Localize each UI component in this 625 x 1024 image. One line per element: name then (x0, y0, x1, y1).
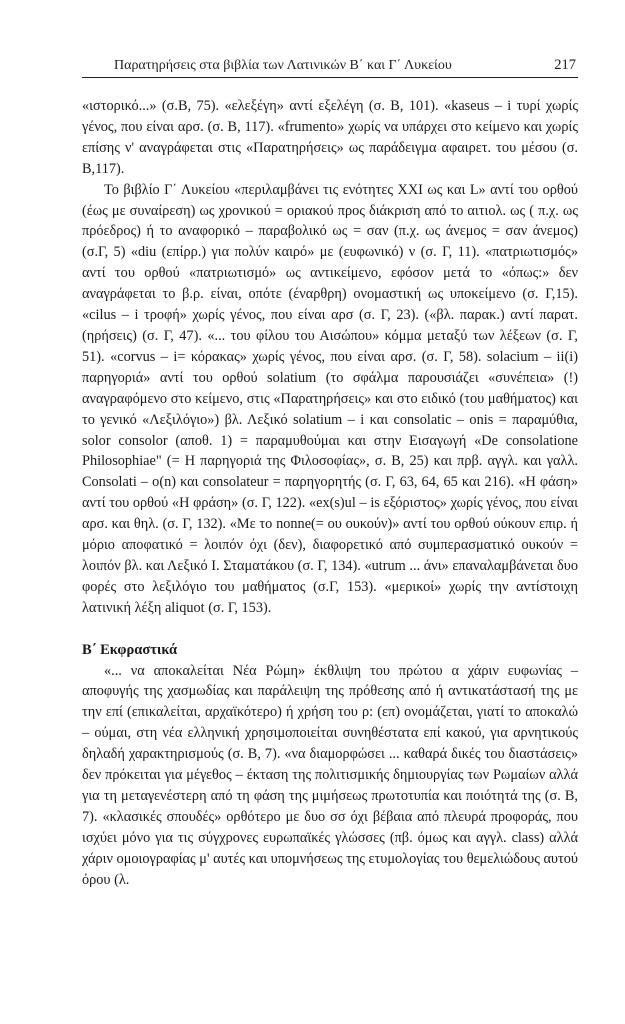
paragraph-book-c: Το βιβλίο Γ΄ Λυκείου «περιλαμβάνει τις ενότητες XXI ως και L» αντί του ορθού (έως με συναίρεση) ως χρονικού = οριακού προς διάκριση από το αιτιολ. ως ( π.χ. ως πρόεδρος) ή το αναφορικό – παραβολικό ως = σαν (π.χ. ως άνεμος = σαν άνεμος) (σ.Γ, 5) «diu (επίρρ.) για πολύν καιρό» με (ευφωνικό) ν (σ. Γ, 11). «πατριωτισμός» αντί του ορθού «πατριωτισμό» ως αντικείμενο, εφόσον μετά το «όπως:» δεν αναγράφεται το β.ρ. είναι, οπότε (έναρθρη) ονομαστική ως υποκείμενο (σ. Γ,15). «cilus – i τροφή» χωρίς γένος, που είναι αρσ (σ. Γ, 23). («βλ. παρακ.) αντί παρατ.(ηρήσεις) (σ. Γ, 47). «... του φίλου του Αισώπου» κόμμα μεταξύ των λέξεων (σ. Γ, 51). «corvus – i= κόρακας» χωρίς γένος, που είναι αρσ. (σ. Γ, 58). solacium – ii(i) παρηγοριά» αντί του ορθού solatium (το σφάλμα παρουσιάζει «συνέπεια» (!) αναγραφόμενο στο κείμενο, στις «Παρατηρήσεις» και στο ειδικό (του μαθήματος) και το γενικό «Λεξιλόγιο») βλ. Λεξικό solatium – i και consolatic – onis = παραμύθια, solor consolor (αποθ. 1) = παραμυθούμαι και στην Εισαγωγή «De consolatione Philosophiae" (= Η παρηγοριά της Φιλοσοφίας», σ. Β, 25) και πρβ. αγγλ. και γαλλ. Consolati – o(n) και consolateur = παρηγορητής (σ. Γ, 63, 64, 65 και 216). «Η φάση» αντί του ορθού «Η φράση» (σ. Γ, 122). «ex(s)ul – is εξόριστος» χωρίς γένος, που είναι αρσ. και θηλ. (σ. Γ, 132). «Με το nonne(= ου ουκούν)» αντί του ορθού ούκουν επιρ. ή μόριο αποφατικό = λοιπόν όχι (δεν), διαφορετικό από συμπερασματικό ουκούν = λοιπόν βλ. και Λεξικό Ι. Σταματάκου (σ. Γ, 134). «utrum ... άνι» επαναλαμβάνεται δυο φορές στο λεξιλόγιο του μαθήματος (σ.Γ, 153). «μερικοί» χωρίς την αντίστοιχη λατινική λέξη aliquot (σ. Γ, 153). (82, 181, 578, 616)
page-number: 217 (554, 57, 576, 73)
section-heading: Β΄ Εκφραστικά (82, 641, 178, 658)
running-title: Παρατηρήσεις στα βιβλία των Λατινικών Β΄ και Γ΄ Λυκείου (114, 58, 452, 73)
page-header (82, 55, 578, 78)
page-body (82, 96, 578, 891)
paragraph-expressive: «... να αποκαλείται Νέα Ρώμη» έκθλιψη του πρώτου α χάριν ευφωνίας – αποφυγής της χασμωδίας και παράλειψη της πρόθεσης από ή αντικατάστασή της με την επί (επικαλείται, αρχαϊκότερο) ή χρήση του ρ: (επ) ονομάζεται, γιατί το αποκαλώ – ούμαι, στη νέα ελληνική χρησιμοποιείται συνηθέστατα επί κακού, για αρνητικούς δηλαδή χαρακτηρισμούς (σ. Β, 7). «να διαμορφώσει ... καθαρά δικές του διαστάσεις» δεν πρόκειται για μέγεθος – έκταση της πολιτισμικής δημιουργίας των Ρωμαίων αλλά για τη μεταγενέστερη από τη φάση της μιμήσεως πρωτοτυπία και ποιότητά της (σ. Β, 7). «κλασικές σπουδές» ορθότερο με δυο σσ όχι βέβαια από πλευρά προφοράς, που ισχύει μόνο για τις σύγχρονες ευρωπαϊκές γλώσσες (πβ. όμως και αγγλ. class) αλλά χάριν ομοιογραφίας μ' αυτές και υπομνήσεως της ετυμολογίας του θεμελιώδους αυτού όρου (λ. (82, 662, 578, 888)
paragraph-continued: «ιστορικό...» (σ.Β, 75). «ελεξέγη» αντί εξελέγη (σ. Β, 101). «kaseus – i τυρί χωρίς γένος, που είναι αρσ. (σ. Β, 117). «frumento» χωρίς να υπάρχει στο κείμενο και χωρίς επίσης ν' αναγράφεται στις «Παρατηρήσεις» ως παράδειγμα αφαιρετ. του μέσου (σ. Β,117). (82, 98, 578, 177)
